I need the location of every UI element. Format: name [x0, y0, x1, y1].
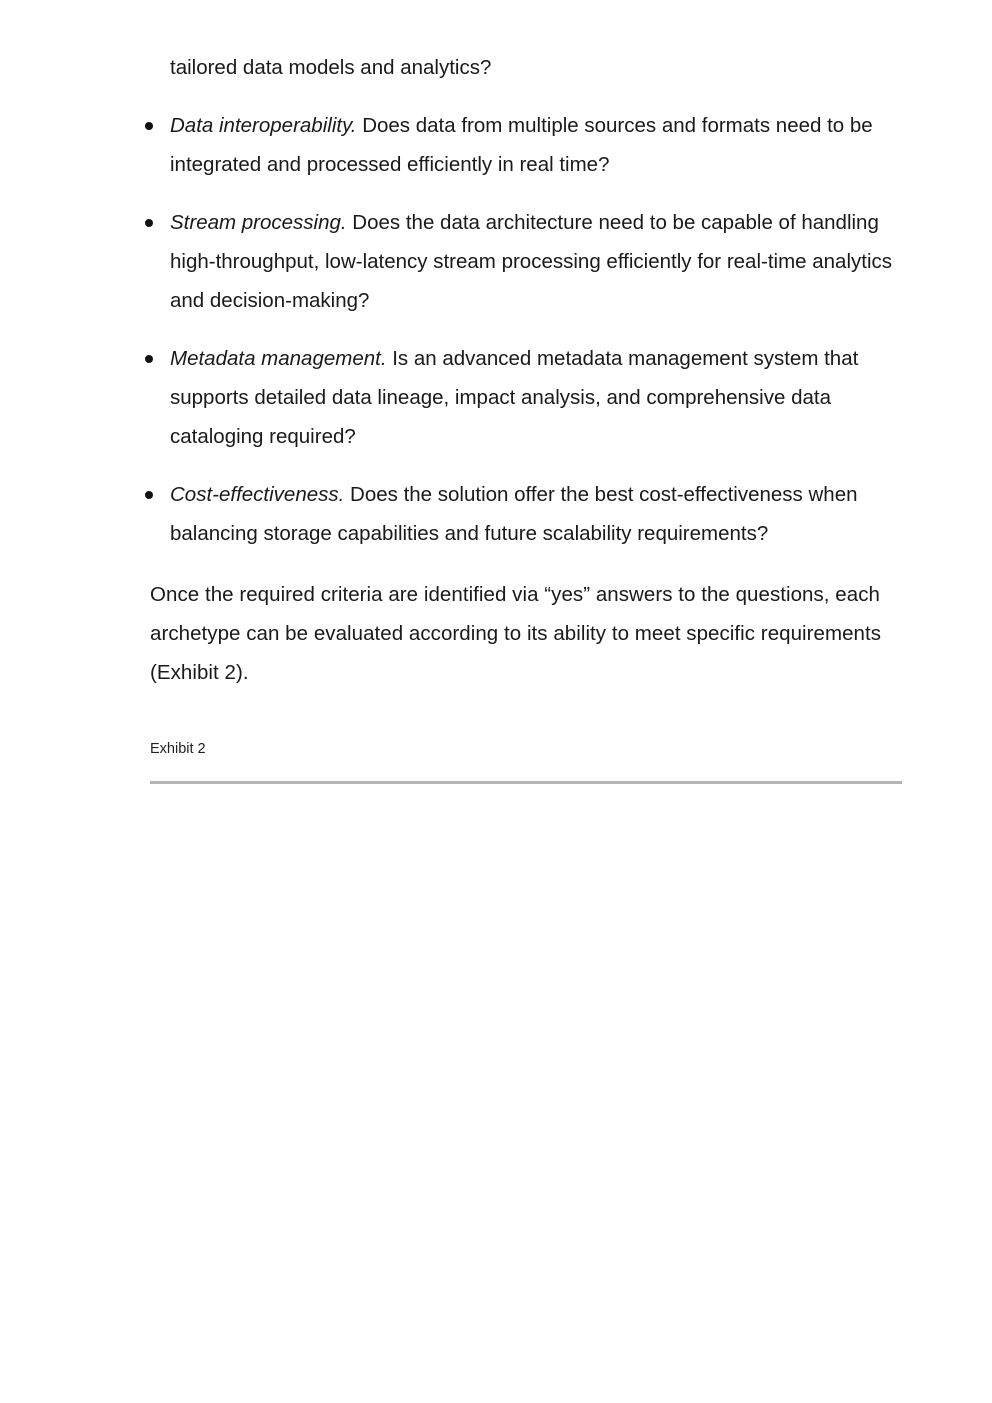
bullet-icon [145, 122, 153, 130]
exhibit-divider [150, 781, 902, 784]
criterion-term: Metadata management. [170, 347, 387, 370]
criterion-term: Stream processing. [170, 211, 347, 234]
criterion-question: Does the data architecture need to be capable of handling high-throughput, low-latency stream processing efficiently for real-time analytics and decision-making? [170, 211, 893, 312]
criterion-question: Does the solution offer the best cost-effectiveness when balancing storage capabilities and future scalability requirements? [170, 483, 858, 545]
bullet-icon [145, 491, 153, 499]
list-item [150, 106, 900, 184]
exhibit-label: Exhibit 2 [150, 741, 206, 757]
bullet-icon [145, 219, 153, 227]
continued-bullet-text: tailored data models and analytics? [170, 56, 492, 79]
list-item [150, 203, 900, 320]
criterion-term: Cost-effectiveness. [170, 483, 345, 506]
criterion-question: Is an advanced metadata management system that supports detailed data lineage, impact analysis, and comprehensive data cataloging required? [170, 347, 859, 448]
list-item [150, 339, 900, 456]
bullet-icon [145, 355, 153, 363]
body-paragraph: Once the required criteria are identified via “yes” answers to the questions, each archetype can be evaluated according to its ability to meet specific requirements (Exhibit 2). [150, 583, 882, 684]
criterion-question: Does data from multiple sources and formats need to be integrated and processed efficiently in real time? [170, 114, 873, 176]
criterion-term: Data interoperability. [170, 114, 357, 137]
list-item [150, 475, 900, 553]
criteria-list [150, 106, 900, 572]
